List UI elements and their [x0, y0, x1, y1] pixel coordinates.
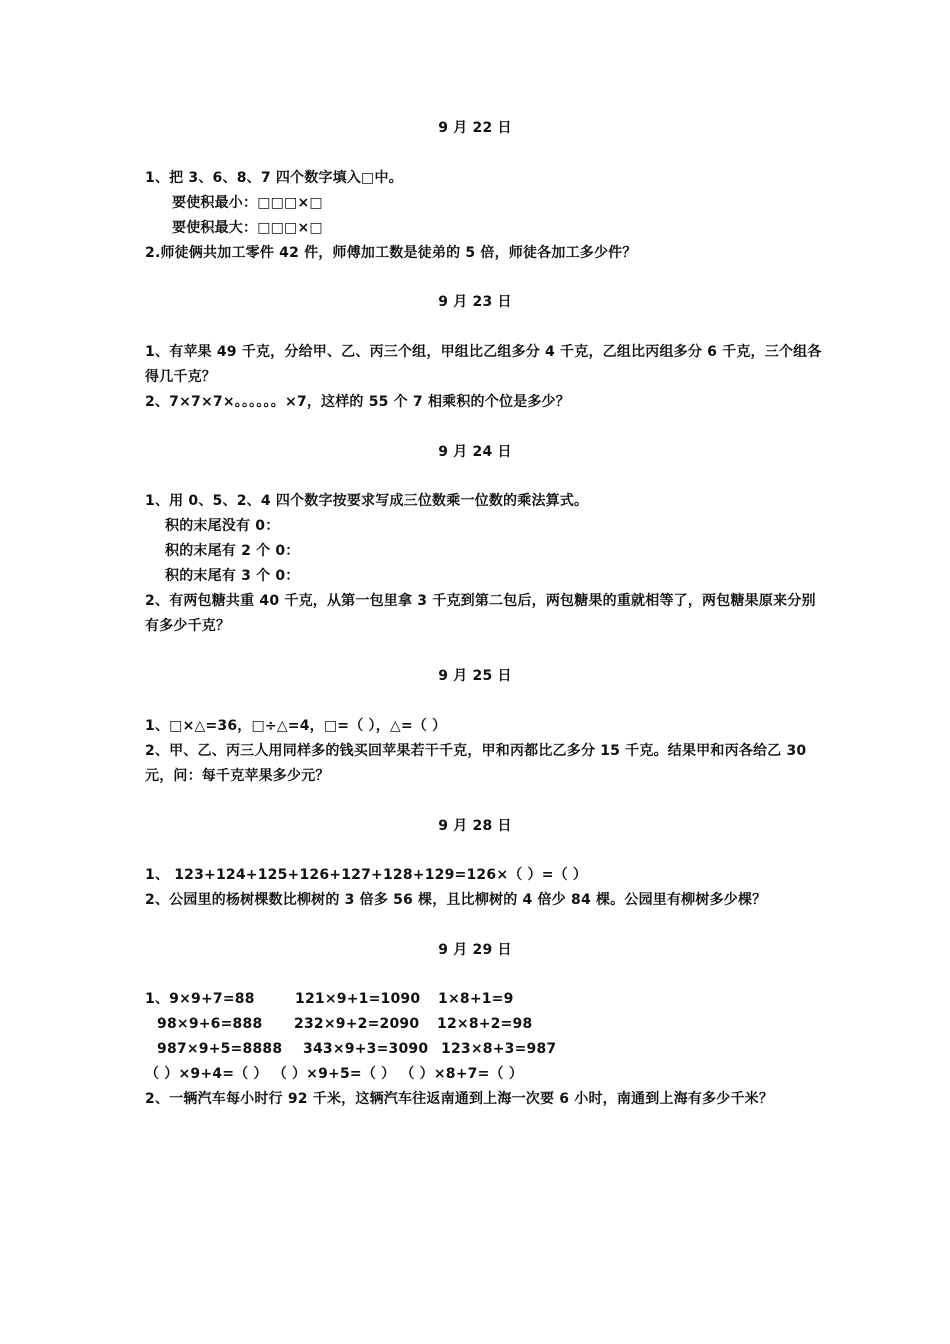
- equation-cell: 98×9+6=888: [157, 1016, 263, 1032]
- equation-cell: 987×9+5=8888: [157, 1041, 283, 1057]
- question-line: 积的末尾没有 0：: [165, 518, 280, 534]
- question-line: 2、甲、乙、丙三人用同样多的钱买回苹果若干千克，甲和丙都比乙多分 15 千克。结果甲和丙各给乙 30: [145, 743, 807, 759]
- question-line: 2、有两包糖共重 40 千克，从第一包里拿 3 千克到第二包后，两包糖果的重就相等了，两包糖果原来分别: [145, 593, 816, 609]
- equation-cell: 123×8+3=987: [441, 1041, 557, 1057]
- question-line: 2、公园里的杨树棵数比柳树的 3 倍多 56 棵，且比柳树的 4 倍少 84 棵。公园里有柳树多少棵？: [145, 892, 767, 908]
- equation-cell: 12×8+2=98: [437, 1016, 533, 1032]
- question-line: 积的末尾有 3 个 0：: [165, 568, 300, 584]
- question-line: 2.师徒俩共加工零件 42 件，师傅加工数是徒弟的 5 倍，师徒各加工多少件？: [145, 245, 637, 261]
- question-line: 有多少千克？: [145, 618, 231, 634]
- question-line: 1、用 0、5、2、4 四个数字按要求写成三位数乘一位数的乘法算式。: [145, 493, 589, 509]
- equation-cell: 343×9+3=3090: [303, 1041, 429, 1057]
- equation-cell: 1、9×9+7=88: [145, 991, 255, 1007]
- date-heading: 9 月 25 日: [438, 668, 512, 684]
- question-line: 1、有苹果 49 千克，分给甲、乙、丙三个组，甲组比乙组多分 4 千克，乙组比丙组多分 6 千克，三个组各: [145, 344, 822, 360]
- equation-cell: 121×9+1=1090: [295, 991, 421, 1007]
- date-heading: 9 月 22 日: [438, 120, 512, 136]
- date-heading: 9 月 24 日: [438, 444, 512, 460]
- question-line: 2、7×7×7×。。。。。。×7，这样的 55 个 7 相乘积的个位是多少？: [145, 394, 570, 410]
- question-line: 元，问：每千克苹果多少元？: [145, 768, 330, 784]
- question-line: （ ）×9+4=（ ） （ ）×9+5=（ ） （ ）×8+7=（ ）: [145, 1066, 524, 1082]
- date-heading: 9 月 23 日: [438, 294, 512, 310]
- question-line: 得几千克？: [145, 369, 216, 385]
- question-line: 1、□×△=36，□÷△=4，□=（ ），△=（ ）: [145, 718, 447, 734]
- question-line: 要使积最小：□□□×□: [172, 195, 323, 211]
- question-line: 积的末尾有 2 个 0：: [165, 543, 300, 559]
- question-line: 2、一辆汽车每小时行 92 千米，这辆汽车往返南通到上海一次要 6 小时，南通到上海有多少千米？: [145, 1091, 774, 1107]
- date-heading: 9 月 28 日: [438, 818, 512, 834]
- equation-cell: 1×8+1=9: [438, 991, 514, 1007]
- date-heading: 9 月 29 日: [438, 942, 512, 958]
- question-line: 1、把 3、6、8、7 四个数字填入□中。: [145, 170, 403, 186]
- question-line: 1、 123+124+125+126+127+128+129=126×（ ）=（ ）: [145, 867, 588, 883]
- question-line: 要使积最大：□□□×□: [172, 220, 323, 236]
- equation-cell: 232×9+2=2090: [294, 1016, 420, 1032]
